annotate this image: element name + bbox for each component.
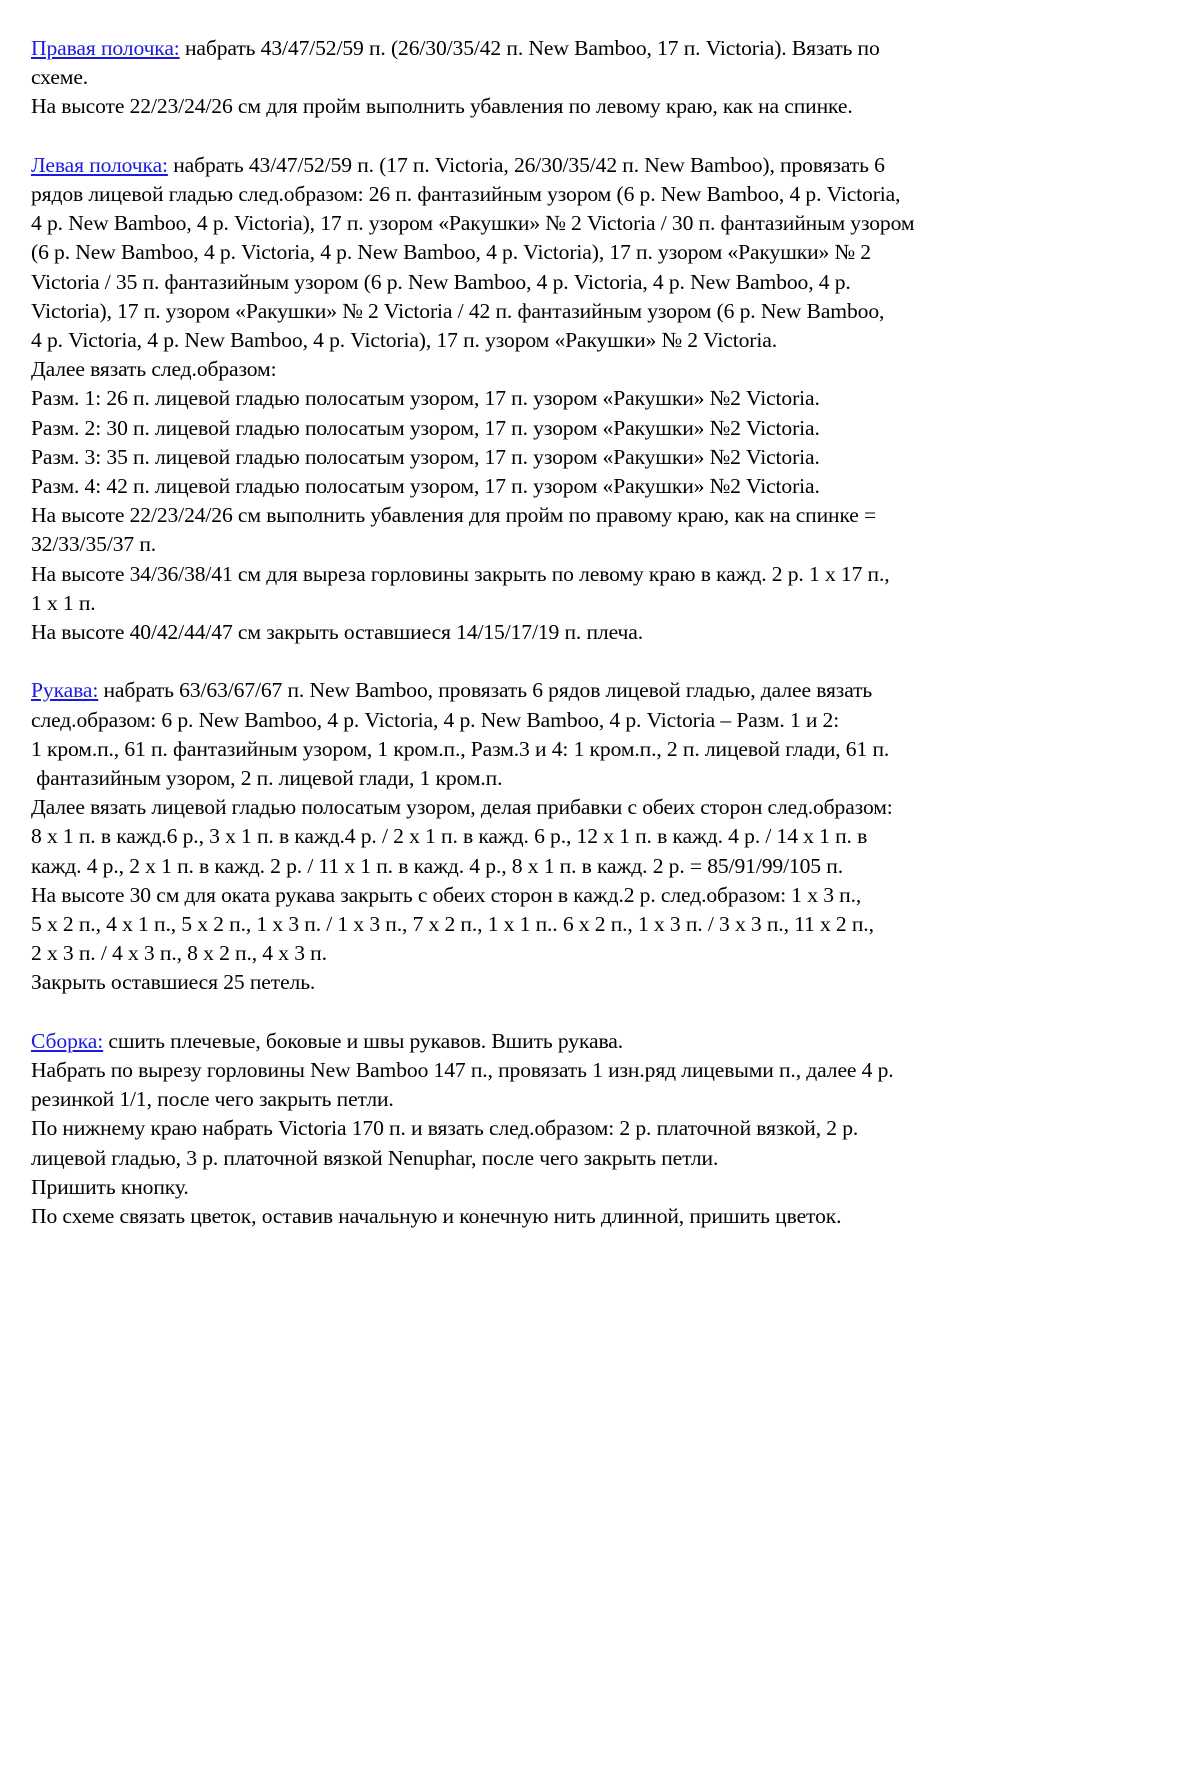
section-first-line: [31, 1027, 1041, 1056]
paragraph-line: рядов лицевой гладью след.образом: 26 п. фантазийным узором (6 р. New Bamboo, 4 р. Victoria,: [31, 182, 901, 206]
section-spacer: [31, 647, 1041, 676]
paragraph-line: Набрать по вырезу горловины New Bamboo 147 п., провязать 1 изн.ряд лицевыми п., далее 4 р.: [31, 1058, 894, 1083]
paragraph-line: Далее вязать след.образом:: [31, 357, 277, 382]
section-first-line: [31, 676, 1041, 705]
paragraph-line: лицевой гладью, 3 р. платочной вязкой Nenuphar, после чего закрыть петли.: [31, 1145, 719, 1170]
paragraph-line: кажд. 4 р., 2 х 1 п. в кажд. 2 р. / 11 х 1 п. в кажд. 4 р., 8 х 1 п. в кажд. 2 р. = 85/91/99/105 п.: [31, 853, 843, 878]
section-heading-sleeves[interactable]: Рукава:: [31, 678, 99, 703]
paragraph-line: По нижнему краю набрать Victoria 170 п. и вязать след.образом: 2 р. платочной вязкой, 2 р.: [31, 1116, 859, 1141]
paragraph-line: 1 х 1 п.: [31, 590, 96, 615]
paragraph-line: 4 р. New Bamboo, 4 р. Victoria), 17 п. узором «Ракушки» № 2 Victoria / 30 п. фантазийным узором: [31, 211, 915, 236]
paragraph-line: Victoria), 17 п. узором «Ракушки» № 2 Victoria / 42 п. фантазийным узором (6 р. New Bamboo,: [31, 298, 885, 323]
section-spacer: [31, 998, 1041, 1027]
paragraph-line: По схеме связать цветок, оставив начальную и конечную нить длинной, пришить цветок.: [31, 1204, 842, 1229]
section-heading-right-front[interactable]: Правая полочка:: [31, 36, 180, 60]
paragraph-line: резинкой 1/1, после чего закрыть петли.: [31, 1087, 394, 1112]
paragraph-line: 4 р. Victoria, 4 р. New Bamboo, 4 р. Victoria), 17 п. узором «Ракушки» № 2 Victoria.: [31, 328, 777, 353]
section-first-line: [31, 151, 1041, 180]
paragraph-line: На высоте 30 см для оката рукава закрыть с обеих сторон в кажд.2 р. след.образом: 1 х 3 п.,: [31, 882, 862, 907]
paragraph-line: Разм. 2: 30 п. лицевой гладью полосатым узором, 17 п. узором «Ракушки» №2 Victoria.: [31, 415, 820, 440]
paragraph-line: Разм. 3: 35 п. лицевой гладью полосатым узором, 17 п. узором «Ракушки» №2 Victoria.: [31, 444, 820, 469]
section-heading-assembly[interactable]: Сборка:: [31, 1028, 104, 1053]
paragraph-line: 2 х 3 п. / 4 х 3 п., 8 х 2 п., 4 х 3 п.: [31, 941, 327, 966]
section-left-front: [31, 151, 1041, 647]
paragraph-line: На высоте 34/36/38/41 см для выреза горловины закрыть по левому краю в кажд. 2 р. 1 х 17 п.,: [31, 561, 890, 586]
paragraph-line: 8 х 1 п. в кажд.6 р., 3 х 1 п. в кажд.4 р. / 2 х 1 п. в кажд. 6 р., 12 х 1 п. в кажд. 4 р. / 14 х 1 п. в: [31, 824, 868, 849]
section-sleeves: [31, 676, 1041, 997]
section-assembly: [31, 1027, 1041, 1231]
section-first-line-text: набрать 43/47/52/59 п. (17 п. Victoria, 26/30/35/42 п. New Bamboo), провязать 6: [167, 152, 885, 177]
section-right-front: [31, 34, 1041, 122]
paragraph-line: На высоте 40/42/44/47 см закрыть оставшиеся 14/15/17/19 п. плеча.: [31, 620, 643, 645]
section-first-line: [31, 34, 1041, 63]
paragraph-line: (6 р. New Bamboo, 4 р. Victoria, 4 р. New Bamboo, 4 р. Victoria), 17 п. узором «Ракушки» № 2: [31, 240, 871, 265]
document-body: [31, 34, 1041, 1231]
paragraph-line: 5 х 2 п., 4 х 1 п., 5 х 2 п., 1 х 3 п. / 1 х 3 п., 7 х 2 п., 1 х 1 п.. 6 х 2 п., 1 х 3 п. / 3 х 3 п., 11 х 2 п.,: [31, 912, 874, 937]
section-first-line-text: набрать 43/47/52/59 п. (26/30/35/42 п. New Bamboo, 17 п. Victoria). Вязать по: [179, 36, 880, 60]
section-heading-left-front[interactable]: Левая полочка:: [31, 152, 168, 177]
paragraph-line: 1 кром.п., 61 п. фантазийным узором, 1 кром.п., Разм.3 и 4: 1 кром.п., 2 п. лицевой глади, 61 п.: [31, 736, 890, 761]
section-spacer: [31, 122, 1041, 151]
paragraph-line: Разм. 1: 26 п. лицевой гладью полосатым узором, 17 п. узором «Ракушки» №2 Victoria.: [31, 386, 820, 411]
section-first-line-text: сшить плечевые, боковые и швы рукавов. Вшить рукава.: [103, 1028, 624, 1053]
paragraph-line: 32/33/35/37 п.: [31, 532, 157, 557]
paragraph-line: фантазийным узором, 2 п. лицевой глади, 1 кром.п.: [31, 766, 503, 791]
paragraph-line: Разм. 4: 42 п. лицевой гладью полосатым узором, 17 п. узором «Ракушки» №2 Victoria.: [31, 474, 820, 499]
paragraph-line: Пришить кнопку.: [31, 1174, 189, 1199]
paragraph-line: Закрыть оставшиеся 25 петель.: [31, 970, 316, 995]
paragraph-line: Victoria / 35 п. фантазийным узором (6 р. New Bamboo, 4 р. Victoria, 4 р. New Bamboo, 4 р.: [31, 269, 851, 294]
section-first-line-text: набрать 63/63/67/67 п. New Bamboo, провязать 6 рядов лицевой гладью, далее вязать: [98, 678, 873, 703]
paragraph-line: схеме.: [31, 65, 89, 90]
paragraph-line: Далее вязать лицевой гладью полосатым узором, делая прибавки с обеих сторон след.образом:: [31, 795, 893, 820]
paragraph-line: след.образом: 6 р. New Bamboo, 4 р. Victoria, 4 р. New Bamboo, 4 р. Victoria – Разм. 1 и 2:: [31, 707, 840, 732]
paragraph-line: На высоте 22/23/24/26 см выполнить убавления для пройм по правому краю, как на спинке =: [31, 503, 877, 528]
paragraph-line: На высоте 22/23/24/26 см для пройм выполнить убавления по левому краю, как на спинке.: [31, 94, 853, 119]
